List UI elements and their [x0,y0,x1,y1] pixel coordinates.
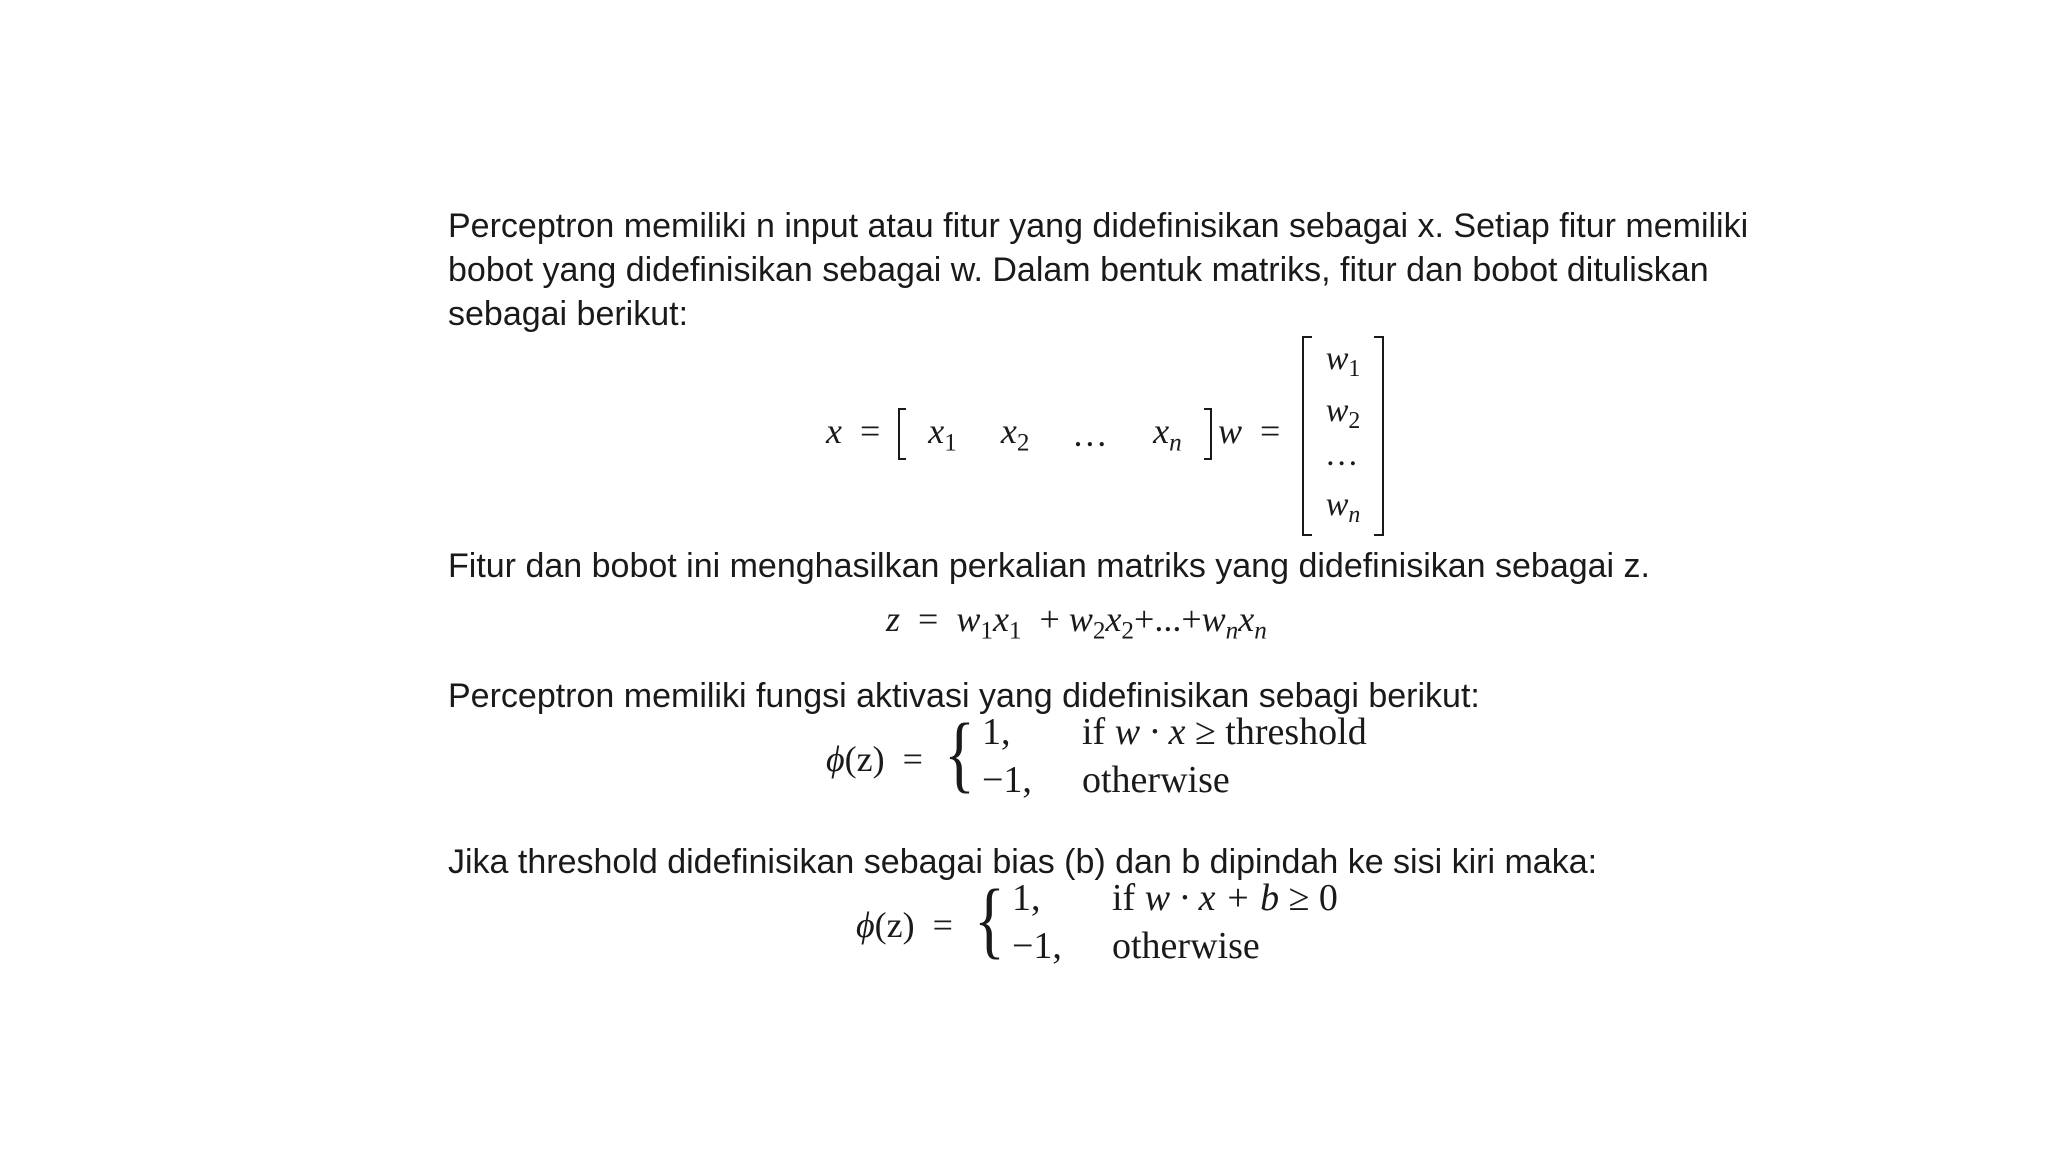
x-entry-n: $x_n$ [1153,411,1182,457]
x-symbol: x [826,411,842,452]
matrix-product-text: Fitur dan bobot ini menghasilkan perkalian matriks yang didefinisikan sebagai z. [448,547,1651,585]
x-entry-ellipsis: ... [1073,414,1110,454]
x-vector-equation [826,410,1212,458]
x-row-vector [898,410,1211,458]
intro-line-1: Perceptron memiliki n input atau fitur yang didefinisikan sebagai x. Setiap fitur memiliki [448,207,1749,245]
left-brace: { [944,705,975,801]
w-entry-2: $w_2$ [1325,392,1361,435]
z-equation: $z = w_1x_1 + w_2x_2+...+w_nx_n$ [886,599,1267,645]
intro-line-3: sebagai berikut: [448,295,689,333]
w-symbol: w [1218,411,1243,451]
w-column-vector [1302,336,1384,536]
equals-sign: = [1260,411,1281,451]
case-row-1: 1, if w · x ≥ threshold [982,711,1367,753]
intro-line-2: bobot yang didefinisikan sebagai w. Dalam bentuk matriks, fitur dan bobot dituliskan [448,251,1709,289]
case-row-1: 1, if w · x + b ≥ 0 [1012,877,1338,919]
x-entry-2: $x_2$ [1000,411,1030,457]
case-row-2: −1, otherwise [1012,925,1260,967]
bias-text: Jika threshold didefinisikan sebagai bias (b) dan b dipindah ke sisi kiri maka: [448,843,1598,881]
left-brace: { [974,871,1005,967]
x-entry-1: $x_1$ [928,411,957,457]
w-entry-1: $w_1$ [1325,340,1361,383]
activation-equation-bias: ϕ(z) = { 1, if w · x + b ≥ 0 −1, otherwise [856,871,1338,967]
equals-sign: = [859,411,881,452]
activation-function-text: Perceptron memiliki fungsi aktivasi yang didefinisikan sebagi berikut: [448,677,1480,715]
w-vector-equation-lhs [1218,410,1289,452]
w-entry-n: $w_n$ [1325,486,1361,529]
activation-equation-threshold: ϕ(z) = { 1, if w · x ≥ threshold −1, otherwise [826,705,1367,801]
case-row-2: −1, otherwise [982,759,1230,801]
w-entry-ellipsis: ... [1326,436,1360,473]
